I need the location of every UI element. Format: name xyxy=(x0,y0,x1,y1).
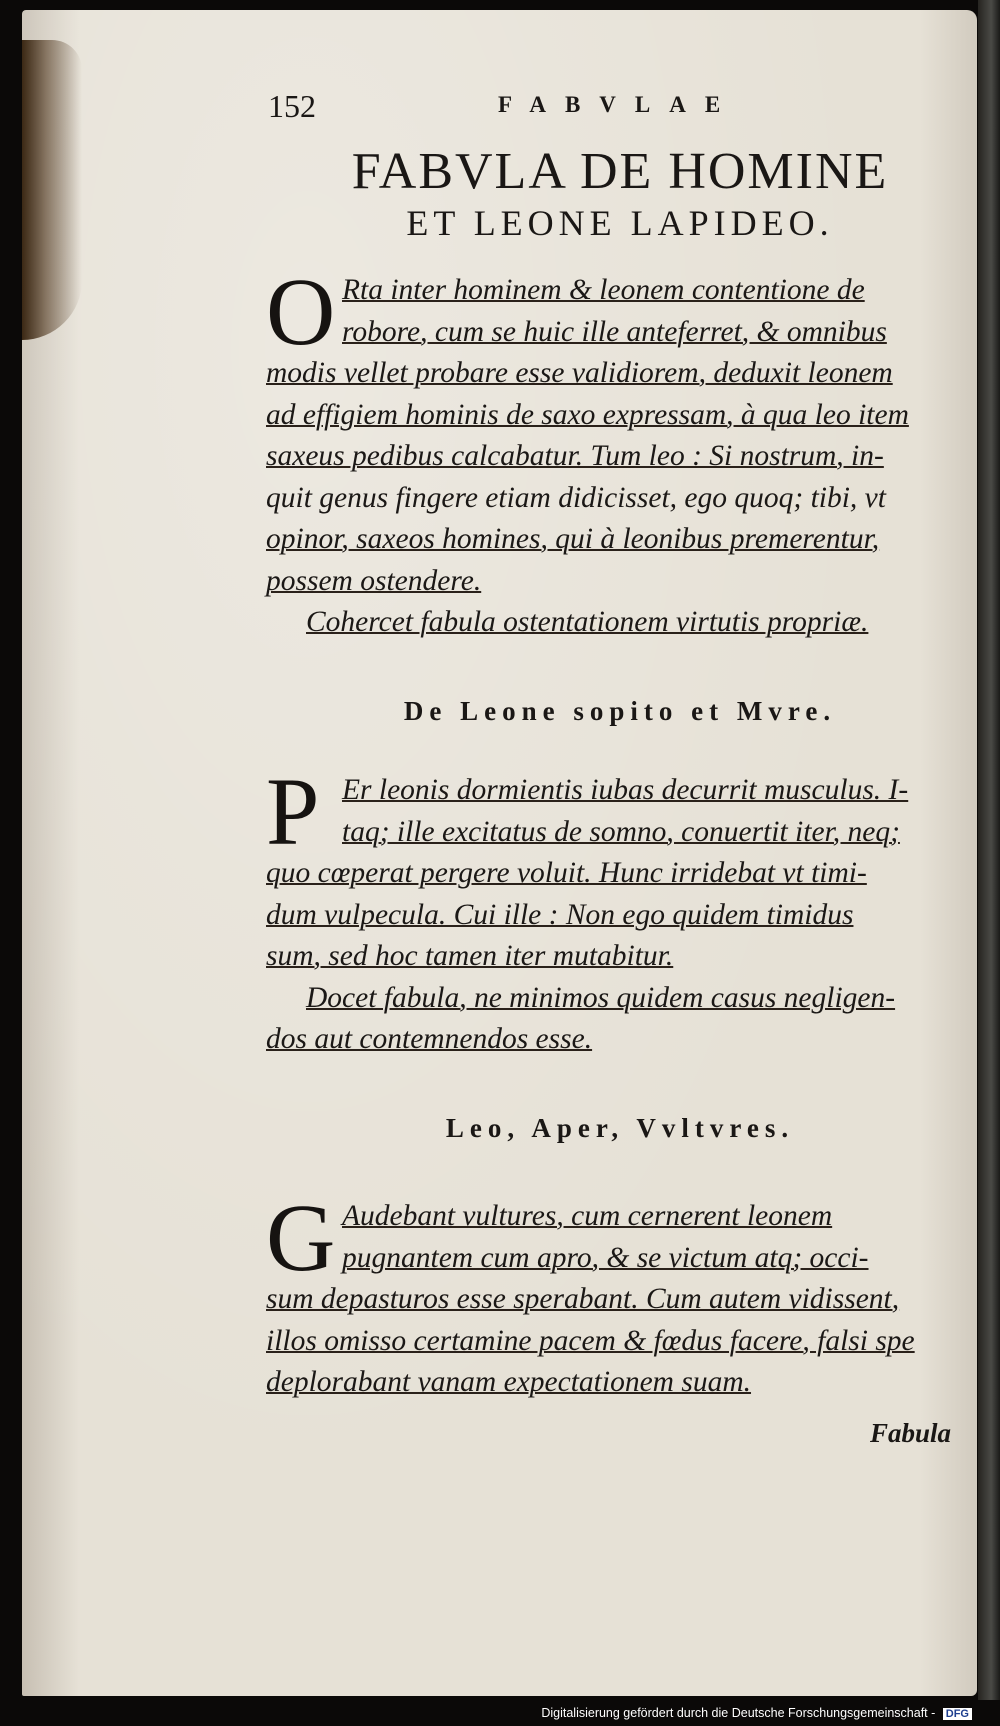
page-number: 152 xyxy=(268,88,316,124)
fable2-line: dum vulpecula. Cui ille : Non ego quidem timidus xyxy=(266,898,854,931)
fable-title-line2: ET LEONE LAPIDEO. xyxy=(406,203,834,243)
fable1-line: saxeus pedibus calcabatur. Tum leo : Si nostrum, in- xyxy=(266,440,884,472)
book-spine xyxy=(978,0,1000,1700)
fable2-line: sum, sed hoc tamen iter mutabitur. xyxy=(266,940,674,972)
fable-title-line1: FABVLA DE HOMINE xyxy=(351,143,889,200)
dropcap-o: O xyxy=(266,258,336,365)
digitization-credit xyxy=(541,1706,972,1720)
fable1-moral: Cohercet fabula ostentationem virtutis propriæ. xyxy=(306,606,869,638)
catchword: Fabula xyxy=(870,1418,952,1448)
fable2-moral: Docet fabula, ne minimos quidem casus negligen- xyxy=(306,981,896,1014)
fable2-line: Er leonis dormientis iubas decurrit musculus. I- xyxy=(342,774,909,806)
fable1-text xyxy=(266,258,974,644)
dropcap-p: P xyxy=(266,758,320,865)
fable1-line: robore, cum se huic ille anteferret, & omnibus xyxy=(342,315,887,348)
running-head: FABVLAE xyxy=(498,92,740,117)
fable1-line: opinor, saxeos homines, qui à leonibus premerentur, xyxy=(266,523,880,555)
page-header xyxy=(268,88,968,128)
fable3-line: sum depasturos esse sperabant. Cum autem vidissent, xyxy=(266,1283,900,1315)
fable3-text xyxy=(266,1184,974,1404)
fable2-moral: dos aut contemnendos esse. xyxy=(266,1023,593,1055)
fable3-line: Audebant vultures, cum cernerent leonem xyxy=(342,1200,833,1232)
section2-title: De Leone sopito et Mvre. xyxy=(403,696,837,726)
fable2-line: taq; ille excitatus de somno, conuertit iter, neq; xyxy=(342,815,900,848)
fable1-line: quit genus fingere etiam didicisset, ego quoq; tibi, vt xyxy=(266,481,886,514)
fable2-text xyxy=(266,758,974,1061)
fable3-line: pugnantem cum apro, & se victum atq; occi- xyxy=(342,1241,869,1274)
page-stain xyxy=(22,40,82,340)
fable3-line: illos omisso certamine pacem & fœdus facere, falsi spe xyxy=(266,1324,915,1357)
fable1-line: possem ostendere. xyxy=(266,564,482,597)
fable1-line: Rta inter hominem & leonem contentione de xyxy=(342,274,865,306)
fable1-line: ad effigiem hominis de saxo expressam, à qua leo item xyxy=(266,398,909,431)
fable3-line: deplorabant vanam expectationem suam. xyxy=(266,1366,752,1398)
dfg-logo: DFG xyxy=(943,1708,972,1720)
credit-text: Digitalisierung gefördert durch die Deutsche Forschungsgemeinschaft - xyxy=(541,1706,936,1720)
fable2-line: quo cœperat pergere voluit. Hunc irridebat vt timi- xyxy=(266,857,867,889)
dropcap-g: G xyxy=(266,1184,336,1291)
section3-title: Leo, Aper, Vvltvres. xyxy=(445,1113,795,1143)
fable1-line: modis vellet probare esse validiorem, deduxit leonem xyxy=(266,357,893,389)
